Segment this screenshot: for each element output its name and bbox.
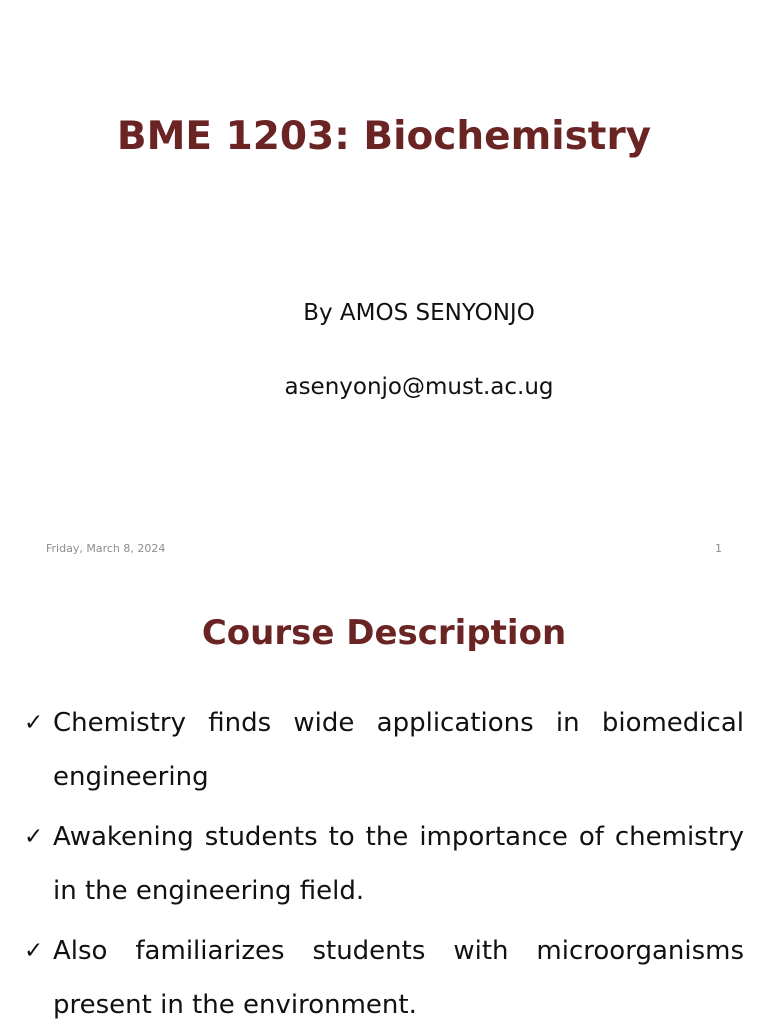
checkmark-icon: ✓	[24, 710, 44, 736]
bullet-item	[24, 924, 744, 1024]
bullet-item	[24, 696, 744, 804]
checkmark-icon: ✓	[24, 824, 44, 850]
footer-date: Friday, March 8, 2024	[46, 542, 166, 555]
author-email: asenyonjo@must.ac.ug	[284, 374, 554, 400]
author-line: By AMOS SENYONJO	[303, 300, 535, 326]
bullet-list	[24, 696, 744, 1024]
slide-title: Course Description	[201, 613, 567, 653]
bullet-text: Chemistry finds wide applications in biomedical engineering	[53, 708, 744, 792]
bullet-text: Also familiarizes students with microorganisms present in the environment.	[53, 936, 744, 1020]
bullet-item	[24, 810, 744, 918]
checkmark-icon: ✓	[24, 938, 44, 964]
page-number: 1	[715, 542, 722, 555]
slide-title: BME 1203: Biochemistry	[116, 114, 652, 159]
course-description-slide	[0, 576, 768, 1024]
bullet-text: Awakening students to the importance of chemistry in the engineering field.	[53, 822, 744, 906]
